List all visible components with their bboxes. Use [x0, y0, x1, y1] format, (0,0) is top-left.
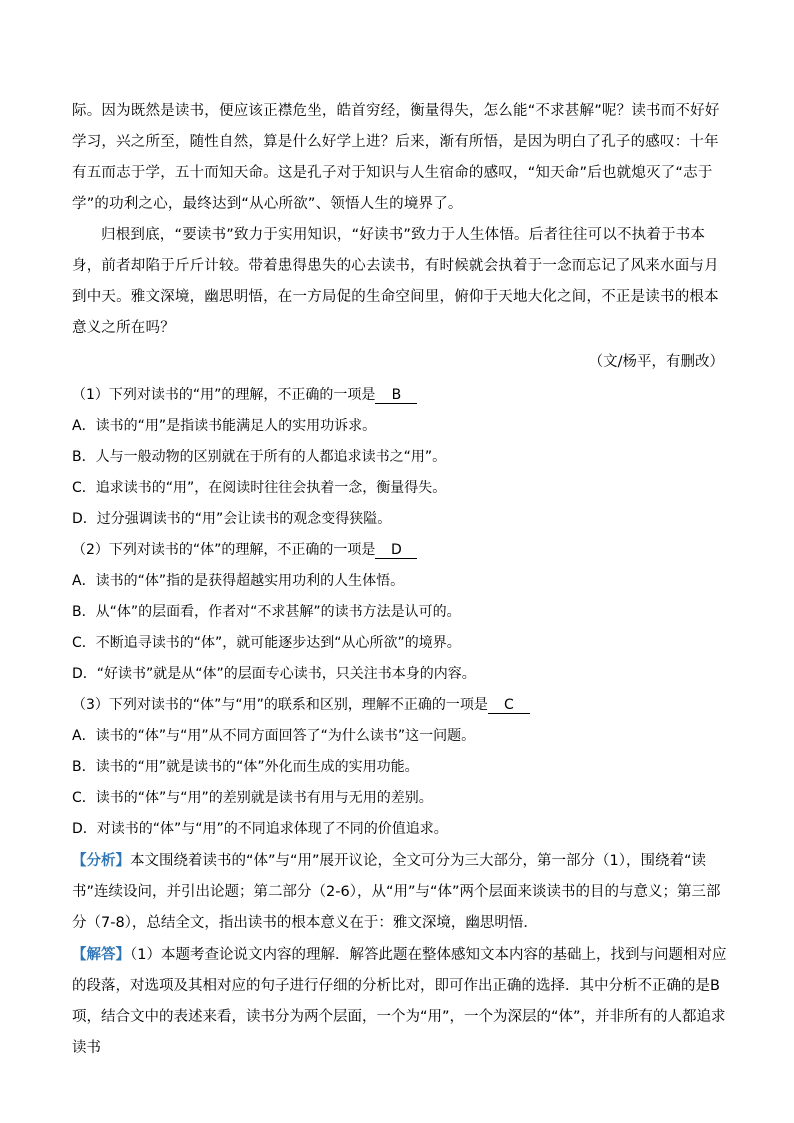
question-1-option-c: C．追求读书的“用”，在阅读时往往会执着一念，衡量得失。: [72, 480, 447, 496]
analysis-text: 本文围绕着读书的“体”与“用”展开议论，全文可分为三大部分，第一部分（1），围绕着“读书”连续设问，并引出论题；第二部分（2-6），从“用”与“体”两个层面来谈读书的目的与意义；第三部分（7-8），总结全文，指出读书的根本意义在于：雅文深境，幽思明悟．: [72, 853, 721, 931]
attribution: （文/杨平，有删改）: [588, 354, 724, 370]
question-2-option-d: D．“好读书”就是从“体”的层面专心读书，只关注书本身的内容。: [72, 666, 476, 682]
question-3-option-a: A．读书的“体”与“用”从不同方面回答了“为什么读书”这一问题。: [72, 728, 476, 744]
solution-text: （1）本题考查论说文内容的理解．解答此题在整体感知文本内容的基础上，找到与问题相对应的段落，对选项及其相对应的句子进行仔细的分析比对，即可作出正确的选择．其中分析不正确的是B项，结合文中的表述来看，读书分为两个层面，一个为“用”，一个为深层的“体”，并非所有的人都追求读书: [72, 947, 727, 1056]
passage-paragraph-1: 际。因为既然是读书，便应该正襟危坐，皓首穷经，衡量得失，怎么能“不求甚解”呢？读书而不好好学习，兴之所至，随性自然，算是什么好学上进？后来，渐有所悟，是因为明白了孔子的感叹：十年有五而志于学，五十而知天命。这是孔子对于知识与人生宿命的感叹，“知天命”后也就熄灭了“志于学”的功利之心，最终达到“从心所欲”、领悟人生的境界了。: [72, 103, 720, 212]
question-3-option-c: C．读书的“体”与“用”的差别就是读书有用与无用的差别。: [72, 790, 433, 806]
solution-section: [72, 940, 732, 1064]
question-2-answer: D: [375, 542, 417, 559]
question-3-stem: （3）下列对读书的“体”与“用”的联系和区别，理解不正确的一项是 C: [72, 690, 732, 720]
analysis-section: [72, 846, 732, 939]
question-2-option-c: C．不断追寻读书的“体”，就可能逐步达到“从心所欲”的境界。: [72, 635, 461, 651]
question-2-stem: （2）下列对读书的“体”的理解，不正确的一项是 D: [72, 535, 732, 565]
question-2-option-b: B．从“体”的层面看，作者对“不求甚解”的读书方法是认可的。: [72, 604, 461, 620]
question-3-option-b: B．读书的“用”就是读书的“体”外化而生成的实用功能。: [72, 759, 419, 775]
question-1-stem: （1）下列对读书的“用”的理解，不正确的一项是 B: [72, 380, 732, 410]
passage-paragraph-2: 归根到底，“要读书”致力于实用知识，“好读书”致力于人生体悟。后者往往可以不执着于书本身，前者却陷于斤斤计较。带着患得患失的心去读书，有时候就会执着于一念而忘记了风来水面与月到中天。雅文深境，幽思明悟，在一方局促的生命空间里，俯仰于天地大化之间，不正是读书的根本意义之所在吗？: [72, 227, 719, 336]
question-2-option-a: A．读书的“体”指的是获得超越实用功利的人生体悟。: [72, 573, 405, 589]
question-1-option-b: B．人与一般动物的区别就在于所有的人都追求读书之“用”。: [72, 449, 447, 465]
analysis-tag: 【分析】: [72, 853, 130, 869]
solution-tag: 【解答】: [72, 947, 130, 963]
question-1-option-a: A．读书的“用”是指读书能满足人的实用功诉求。: [72, 418, 377, 434]
question-1-answer: B: [375, 387, 417, 404]
question-3-option-d: D．对读书的“体”与“用”的不同追求体现了不同的价值追求。: [72, 821, 448, 837]
question-3-answer: C: [488, 697, 530, 714]
question-1-option-d: D．过分强调读书的“用”会让读书的观念变得狭隘。: [72, 511, 392, 527]
